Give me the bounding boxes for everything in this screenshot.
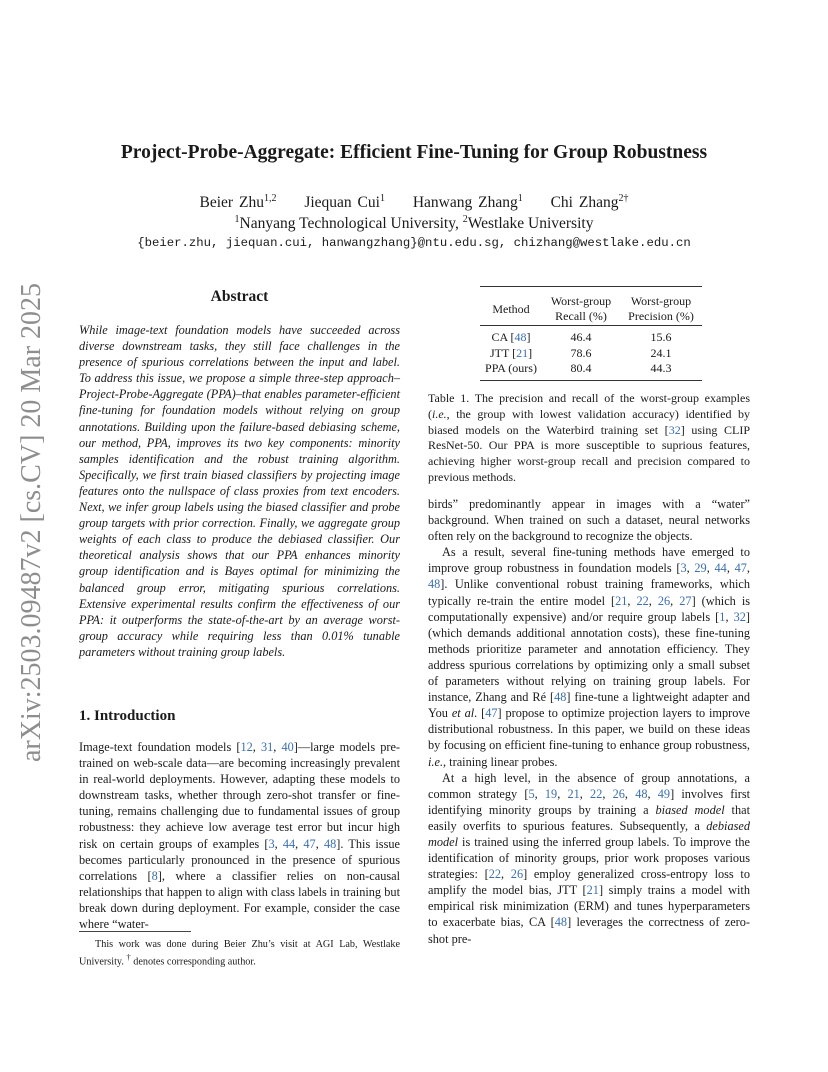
table-header-recall: Worst-group Recall (%) bbox=[550, 294, 612, 323]
citation-link[interactable]: 26 bbox=[510, 867, 524, 882]
results-table bbox=[480, 286, 702, 377]
arxiv-stamp: arXiv:2503.09487v2 [cs.CV] 20 Mar 2025 bbox=[16, 282, 47, 762]
citation-link[interactable]: 32 bbox=[668, 422, 681, 437]
table-header-precision: Worst-group Precision (%) bbox=[628, 294, 694, 323]
citation-link[interactable]: 48 bbox=[635, 786, 648, 801]
paper-title: Project-Probe-Aggregate: Efficient Fine-Tuning for Group Robustness bbox=[120, 142, 708, 163]
paragraph: As a result, several fine-tuning methods have emerged to improve group robustness in foundation models [3, 29, 44, 47, 48]. Unlike conventional robust training frameworks, which typically re-train the entire model [21, 22, 26, 27] (which is computationally expensive) and/or require group labels [1, 32] (which demands additional annotation costs), these fine-tuning methods prioritize parameter and annotation efficiency. They address spurious correlations by optimizing only a small subset of parameters without relying on training group labels. For instance, Zhang and Ré [48] fine-tune a lightweight adapter and You et al. [47] propose to optimize projection layers to improve distributional robustness. In this paper, we build on these ideas by focusing on efficient fine-tuning to enhance group robustness, i.e., training linear probes. bbox=[428, 545, 751, 769]
author: Chi Zhang$^{2\dagger}$ bbox=[550, 193, 629, 212]
author: Beier Zhu$^{1,2}$ bbox=[199, 193, 277, 212]
body-text-right bbox=[428, 496, 750, 947]
citation-link[interactable]: 32 bbox=[733, 609, 746, 624]
citation-link[interactable]: 48 bbox=[428, 577, 441, 592]
table-row: PPA (ours) 80.4 44.3 bbox=[485, 361, 672, 376]
abstract-text: While image-text foundation models have succeeded across diverse downstream tasks, they still face challenges in the presence of spurious correlations between the input and label. To address this issue, we propose a simple three-step approach–Project-Probe-Aggregate (PPA)–that enables parameter-efficient fine-tuning for foundation models without relying on group annotations. Building upon the failure-based debiasing scheme, our method, PPA, improves its two key components: minority samples identification and the robust training algorithm. Specifically, we first train biased classifiers by projecting image features onto the nullspace of class proxies from text encoders. Next, we infer group labels using the biased classifier and probe group targets with prior correction. Finally, we aggregate group weights of each class to produce the debiased classifier. Our theoretical analysis shows that our PPA enhances minority group identification and is Bayes optimal for minimizing the balanced group error, mitigating spurious correlations. Extensive experimental results confirm the effectiveness of our PPA: it outperforms the state-of-the-art by an average worst-group accuracy while requiring less than 0.01% tunable parameters without training group labels. bbox=[79, 323, 400, 659]
citation-link[interactable]: 26 bbox=[612, 786, 625, 801]
paragraph: At a high level, in the absence of group annotations, a common strategy [5, 19, 21, 22, 26, 48, 49] involves first identifying minority groups by training a biased model that easily overfits to spurious features. Subsequently, a debiased model is trained using the inferred group labels. To improve the identification of minority groups, prior work proposes various strategies: [22, 26] employ generalized cross-entropy loss to amplify the model bias, JTT [21] simply trains a model with empirical risk minimization (ERM) and tunes hyperparameters to exacerbate bias, CA [48] leverages the correctness of zero-shot pre- bbox=[428, 770, 751, 946]
section-heading-introduction: 1. Introduction bbox=[79, 708, 176, 724]
citation-link[interactable]: 21 bbox=[586, 883, 599, 898]
citation-link[interactable]: 21 bbox=[516, 345, 529, 360]
citation-link[interactable]: 40 bbox=[281, 740, 294, 754]
table-bottom-rule bbox=[480, 380, 702, 381]
citation-link[interactable]: 47 bbox=[485, 706, 498, 721]
author-emails: {beier.zhu, jiequan.cui, hanwangzhang}@ntu.edu.sg, chizhang@westlake.edu.cn bbox=[137, 236, 691, 250]
table-row: JTT [21] 78.6 24.1 bbox=[489, 345, 672, 360]
paragraph: birds” predominantly appear in images with a “water” background. When trained on such a dataset, neural networks often rely on the background to recognize the objects. bbox=[428, 497, 750, 544]
citation-link[interactable]: 48 bbox=[514, 330, 527, 345]
author: Jiequan Cui$^1$ bbox=[304, 193, 385, 212]
citation-link[interactable]: 47 bbox=[734, 561, 747, 576]
citation-link[interactable]: 47 bbox=[303, 836, 316, 851]
citation-link[interactable]: 44 bbox=[282, 836, 296, 851]
affiliations: $^1$Nanyang Technological University, $^2$Westlake University bbox=[234, 214, 594, 233]
citation-link[interactable]: 5 bbox=[528, 786, 535, 801]
citation-link[interactable]: 44 bbox=[714, 561, 727, 576]
citation-link[interactable]: 26 bbox=[657, 593, 671, 608]
citation-link[interactable]: 3 bbox=[680, 561, 687, 576]
author-list bbox=[0, 193, 828, 212]
citation-link[interactable]: 3 bbox=[268, 836, 275, 851]
footnote-rule bbox=[79, 931, 191, 932]
intro-paragraph: Image-text foundation models [12, 31, 40]—large models pre-trained on web-scale data—are becoming increasingly prevalent in real-world deployments. However, adapting these models to downstream tasks, whether through zero-shot transfer or fine-tuning, remains challenging due to fundamental issues of group robustness: they achieve low average test error but incur high risk on certain groups of examples [3, 44, 47, 48]. This issue becomes particularly pronounced in the presence of spurious correlations [8], where a classifier relies on non-causal relationships that happen to align with class labels in training but break down during deployment. For example, consider the case where “water- bbox=[79, 740, 401, 932]
abstract-heading: Abstract bbox=[210, 288, 269, 305]
citation-link[interactable]: 22 bbox=[488, 867, 501, 882]
citation-link[interactable]: 21 bbox=[615, 593, 628, 608]
table-mid-rule bbox=[480, 325, 702, 326]
citation-link[interactable]: 22 bbox=[636, 593, 649, 608]
citation-link[interactable]: 1 bbox=[719, 609, 726, 624]
citation-link[interactable]: 48 bbox=[554, 915, 568, 930]
citation-link[interactable]: 31 bbox=[260, 740, 274, 754]
citation-link[interactable]: 27 bbox=[679, 593, 692, 608]
table-caption: Table 1. The precision and recall of the worst-group examples (i.e., the group with lowest validation accuracy) identified by biased models on the Waterbird training set [32] using CLIP ResNet-50. Our PPA is more susceptible to suprious features, achieving higher worst-group recall and precision compared to previous methods. bbox=[428, 391, 751, 484]
citation-link[interactable]: 48 bbox=[554, 690, 567, 705]
table-row: CA [48] 46.4 15.6 bbox=[491, 330, 672, 345]
citation-link[interactable]: 21 bbox=[567, 786, 580, 801]
citation-link[interactable]: 12 bbox=[240, 740, 253, 754]
table-header-method: Method bbox=[492, 301, 530, 316]
author: Hanwang Zhang$^1$ bbox=[412, 193, 523, 212]
citation-link[interactable]: 48 bbox=[323, 836, 337, 851]
table-top-rule bbox=[480, 286, 702, 287]
citation-link[interactable]: 22 bbox=[590, 786, 603, 801]
footnote: This work was done during Beier Zhu’s visit at AGI Lab, Westlake University. † denotes corresponding author. bbox=[79, 939, 400, 968]
citation-link[interactable]: 8 bbox=[151, 868, 158, 883]
citation-link[interactable]: 49 bbox=[657, 786, 671, 801]
citation-link[interactable]: 29 bbox=[694, 561, 707, 576]
citation-link[interactable]: 19 bbox=[544, 786, 558, 801]
